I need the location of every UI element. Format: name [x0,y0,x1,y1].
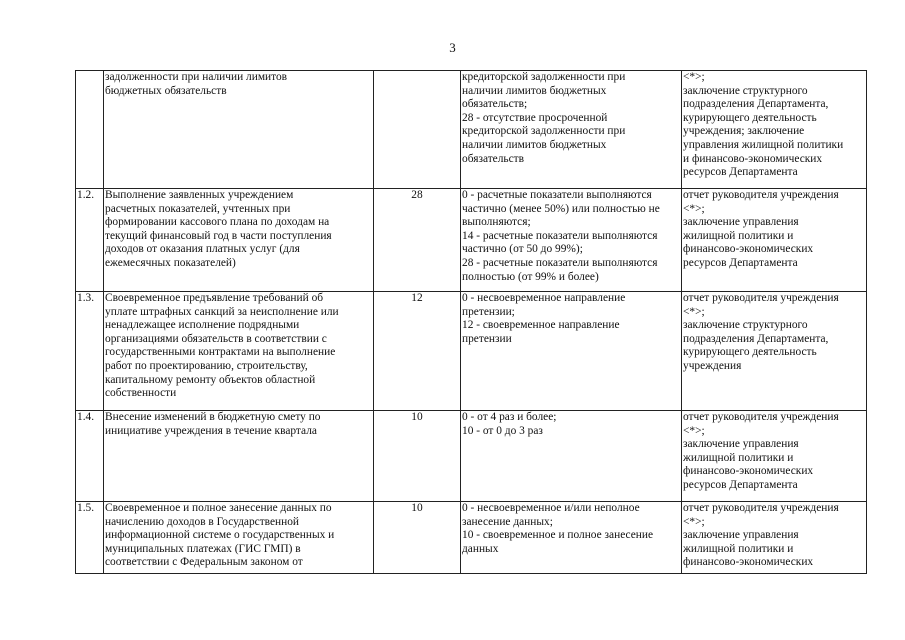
indicator-name-cell [104,189,374,292]
row-number-cell [76,71,104,189]
source-line: ресурсов Департамента [683,166,798,179]
max-points-cell: 10 [374,411,461,502]
table-row [76,189,867,292]
criteria-line: 28 - расчетные показатели выполняются [462,256,658,269]
indicator-name-line: задолженности при наличии лимитов [105,71,288,83]
indicator-name-line: начислению доходов в Государственной [105,515,300,528]
table-row [76,292,867,411]
source-line: <*>; [683,71,705,83]
indicator-name-line: работ по проектированию, строительству, [105,359,308,372]
source-line: заключение управления [683,216,799,229]
criteria-line: 12 - своевременное направление [462,319,620,332]
source-line: жилищной политики и [683,451,794,464]
criteria-line: 0 - несвоевременное и/или неполное [462,502,640,514]
source-line: ресурсов Департамента [683,478,798,491]
indicator-name-line: Своевременное и полное занесение данных по [105,502,332,514]
max-points-cell: 10 [374,502,461,574]
row-number-cell: 1.4. [76,411,104,502]
source-cell [682,502,867,574]
indicator-name-line: муниципальных платежах (ГИС ГМП) в [105,542,301,555]
criteria-line: обязательств [462,152,525,165]
criteria-line: 14 - расчетные показатели выполняются [462,229,658,242]
source-line: учреждения; заключение [683,125,805,138]
criteria-line: претензии; [462,305,515,318]
criteria-line: занесение данных; [462,515,553,528]
criteria-line: 10 - своевременное и полное занесение [462,529,654,542]
indicator-name-line: ненадлежащее исполнение подрядными [105,319,300,332]
criteria-line: наличии лимитов бюджетных [462,138,607,151]
criteria-line: 0 - от 4 раз и более; [462,411,557,423]
source-line: управления жилищной политики [683,138,844,151]
indicator-name-cell [104,292,374,411]
source-line: <*>; [683,424,705,437]
source-line: курирующего деятельность [683,346,817,359]
criteria-line: кредиторской задолженности при [462,125,626,138]
max-points-cell [374,71,461,189]
indicator-name-line: расчетных показателей, учтенных при [105,202,291,215]
criteria-line: 0 - расчетные показатели выполняются [462,189,652,201]
table-row [76,502,867,574]
criteria-line: обязательств; [462,98,528,111]
table-row [76,411,867,502]
source-line: <*>; [683,305,705,318]
criteria-cell [461,502,682,574]
criteria-line: данных [462,542,499,555]
table-row [76,71,867,189]
source-line: ресурсов Департамента [683,256,798,269]
indicator-name-line: соответствии с Федеральным законом от [105,556,303,569]
source-line: заключение структурного [683,319,808,332]
page-number: 3 [449,40,456,55]
indicator-name-line: Своевременное предъявление требований об [105,292,324,304]
indicator-name-line: капитальному ремонту объектов областной [105,373,316,386]
source-cell [682,189,867,292]
source-line: подразделения Департамента, [683,332,829,345]
criteria-line: 10 - от 0 до 3 раз [462,424,543,437]
source-line: отчет руководителя учреждения [683,502,839,514]
row-number-cell: 1.5. [76,502,104,574]
source-cell [682,71,867,189]
source-line: финансово-экономических [683,243,814,256]
criteria-cell [461,71,682,189]
max-points-cell: 28 [374,189,461,292]
source-line: финансово-экономических [683,465,814,478]
criteria-line: полностью (от 99% и более) [462,270,599,283]
max-points-cell: 12 [374,292,461,411]
source-line: отчет руководителя учреждения [683,411,839,423]
indicator-name-line: текущий финансовый год в части поступления [105,229,332,242]
criteria-line: частично (от 50 до 99%); [462,243,583,256]
indicator-name-line: организациями обязательств в соответствии с [105,332,327,345]
criteria-line: выполняются; [462,216,531,229]
indicator-name-line: формировании кассового плана по доходам на [105,216,330,229]
source-line: заключение структурного [683,84,808,97]
indicator-name-line: информационной системе о государственных и [105,529,335,542]
source-line: жилищной политики и [683,229,794,242]
source-line: финансово-экономических [683,556,814,569]
row-number-cell: 1.2. [76,189,104,292]
table-body [76,71,867,574]
indicator-name-cell [104,411,374,502]
indicator-name-line: бюджетных обязательств [105,84,227,97]
row-number-cell: 1.3. [76,292,104,411]
criteria-cell [461,411,682,502]
indicator-name-line: собственности [105,387,177,400]
indicator-name-line: ежемесячных показателей) [105,256,236,269]
source-line: учреждения [683,359,742,372]
indicator-name-line: инициативе учреждения в течение квартала [105,424,317,437]
source-line: <*>; [683,515,705,528]
criteria-line: 0 - несвоевременное направление [462,292,626,304]
criteria-table [75,70,867,574]
source-line: подразделения Департамента, [683,98,829,111]
source-line: отчет руководителя учреждения [683,292,839,304]
indicator-name-line: Внесение изменений в бюджетную смету по [105,411,321,423]
indicator-name-line: доходов от оказания платных услуг (для [105,243,300,256]
indicator-name-line: государственными контрактами на выполнение [105,346,336,359]
source-line: курирующего деятельность [683,111,817,124]
source-cell [682,292,867,411]
criteria-line: частично (менее 50%) или полностью не [462,202,660,215]
source-cell [682,411,867,502]
criteria-cell [461,292,682,411]
indicator-name-line: Выполнение заявленных учреждением [105,189,294,201]
source-line: заключение управления [683,438,799,451]
criteria-line: кредиторской задолженности при [462,71,626,83]
indicator-name-cell [104,71,374,189]
criteria-line: претензии [462,332,512,345]
indicator-name-line: уплате штрафных санкций за неисполнение или [105,305,339,318]
source-line: отчет руководителя учреждения [683,189,839,201]
indicator-name-cell [104,502,374,574]
source-line: <*>; [683,202,705,215]
source-line: и финансово-экономических [683,152,823,165]
criteria-line: наличии лимитов бюджетных [462,84,607,97]
source-line: заключение управления [683,529,799,542]
criteria-cell [461,189,682,292]
criteria-line: 28 - отсутствие просроченной [462,111,608,124]
source-line: жилищной политики и [683,542,794,555]
